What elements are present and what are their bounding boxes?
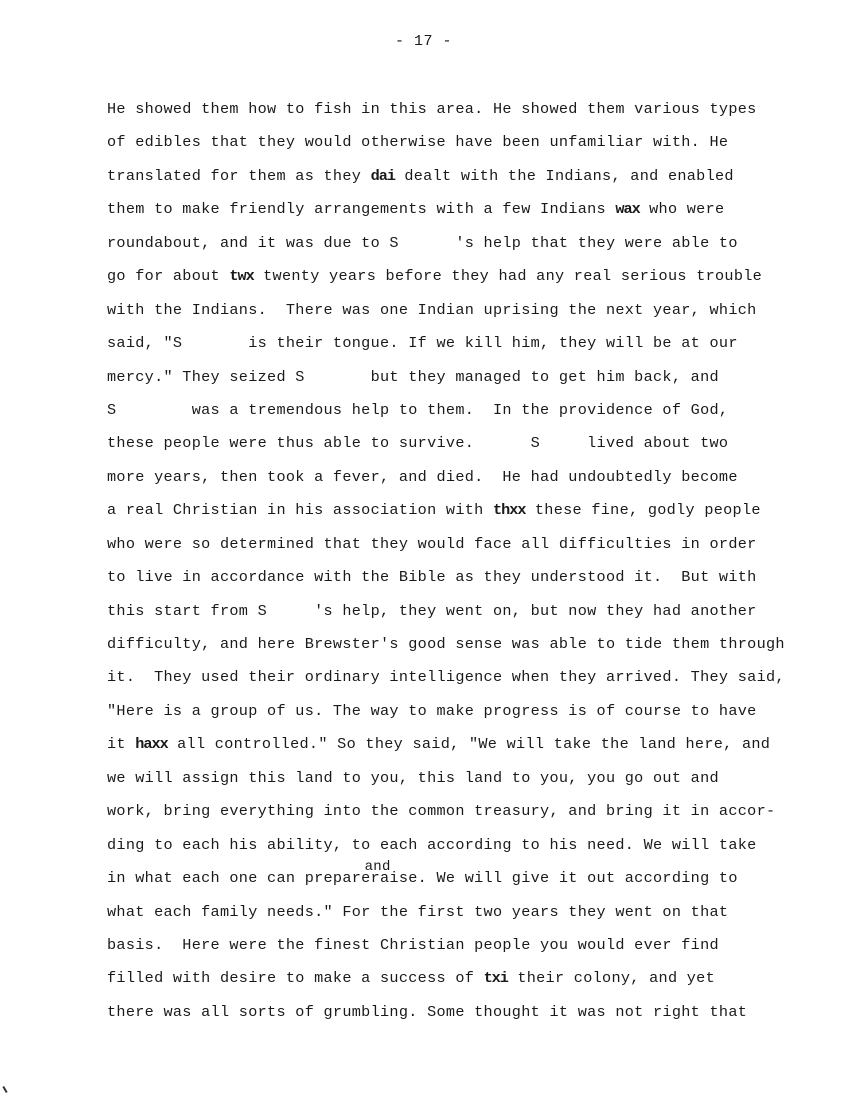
text-line xyxy=(107,599,837,632)
text-line xyxy=(107,197,837,230)
text-segment: what each family needs." For the first two years they went on that xyxy=(107,902,729,921)
text-line xyxy=(107,130,837,163)
text-segment: mercy." They seized S but they managed to get him back, and xyxy=(107,367,719,386)
text-segment: we will assign this land to you, this land to you, you go out and xyxy=(107,768,719,787)
text-segment: to live in accordance with the Bible as they understood it. But with xyxy=(107,568,757,587)
text-segment: translated for them as they xyxy=(107,166,371,185)
text-line xyxy=(107,498,837,531)
typed-overstrike: dai xyxy=(370,166,395,185)
text-line xyxy=(107,431,837,464)
text-segment: filled with desire to make a success of xyxy=(107,969,484,988)
text-segment: S was a tremendous help to them. In the providence of God, xyxy=(107,400,729,419)
text-line xyxy=(107,1000,837,1033)
text-segment: all controlled." So they said, "We will take the land here, and xyxy=(167,735,771,754)
text-line xyxy=(107,665,837,698)
text-segment: of edibles that they would otherwise have been unfamiliar with. He xyxy=(107,133,729,152)
text-segment: them to make friendly arrangements with a few Indians xyxy=(107,200,616,219)
body-text xyxy=(107,97,837,1033)
typed-overstrike: txi xyxy=(483,969,508,988)
text-segment: these fine, godly people xyxy=(525,501,761,520)
text-segment: this start from S 's help, they went on, but now they had another xyxy=(107,601,757,620)
text-line xyxy=(107,632,837,665)
margin-mark xyxy=(2,1086,7,1093)
typed-overstrike: twx xyxy=(229,267,254,286)
text-segment: their colony, and yet xyxy=(507,969,716,988)
page-number: - 17 - xyxy=(394,33,452,50)
text-line xyxy=(107,833,837,866)
text-segment: a real Christian in his association with xyxy=(107,501,493,520)
text-line xyxy=(107,398,837,431)
text-segment: there was all sorts of grumbling. Some thought it was not right that xyxy=(107,1002,748,1021)
text-line xyxy=(107,900,837,933)
text-line xyxy=(107,699,837,732)
text-segment: He showed them how to fish in this area. He showed them various types xyxy=(107,100,757,118)
text-line xyxy=(107,97,837,130)
text-line xyxy=(107,565,837,598)
text-line xyxy=(107,331,837,364)
text-line xyxy=(107,231,837,264)
text-segment: twenty years before they had any real serious trouble xyxy=(253,267,763,286)
text-segment: dealt with the Indians, and enabled xyxy=(394,166,734,185)
text-segment: "Here is a group of us. The way to make progress is of course to have xyxy=(107,701,757,720)
text-segment: with the Indians. There was one Indian uprising the next year, which xyxy=(107,300,757,319)
text-line xyxy=(107,799,837,832)
text-segment: said, "S is their tongue. If we kill him, they will be at our xyxy=(107,334,738,353)
text-line xyxy=(107,532,837,565)
typed-overstrike: thxx xyxy=(492,501,526,520)
typed-overstrike: wax xyxy=(615,200,640,219)
text-line xyxy=(107,465,837,498)
text-segment: raise. We will give it out according to xyxy=(370,869,738,888)
text-segment: go for about xyxy=(107,267,230,286)
text-segment: it xyxy=(107,735,136,754)
text-line xyxy=(107,732,837,765)
text-line xyxy=(107,859,837,899)
text-segment: these people were thus able to survive. S lived about two xyxy=(107,434,729,453)
handwritten-insertion: and xyxy=(364,859,391,876)
text-line xyxy=(107,298,837,331)
text-line xyxy=(107,164,837,197)
text-line xyxy=(107,766,837,799)
text-segment: who were so determined that they would face all difficulties in order xyxy=(107,534,757,553)
text-segment: basis. Here were the finest Christian people you would ever find xyxy=(107,935,719,954)
text-segment: in what each one can prepare xyxy=(107,869,371,888)
text-segment: work, bring everything into the common treasury, and bring it in accor- xyxy=(107,802,776,821)
text-segment: ding to each his ability, to each according to his need. We will take xyxy=(107,835,757,854)
typed-overstrike: haxx xyxy=(135,735,168,754)
text-segment: who were xyxy=(639,200,725,219)
text-line xyxy=(107,264,837,297)
text-line xyxy=(107,933,837,966)
text-segment: roundabout, and it was due to S 's help that they were able to xyxy=(107,233,738,252)
text-line xyxy=(107,966,837,999)
text-segment: it. They used their ordinary intelligence when they arrived. They said, xyxy=(107,668,785,687)
text-segment: difficulty, and here Brewster's good sense was able to tide them through xyxy=(107,635,785,653)
text-line xyxy=(107,365,837,398)
text-segment: more years, then took a fever, and died. He had undoubtedly become xyxy=(107,467,738,486)
